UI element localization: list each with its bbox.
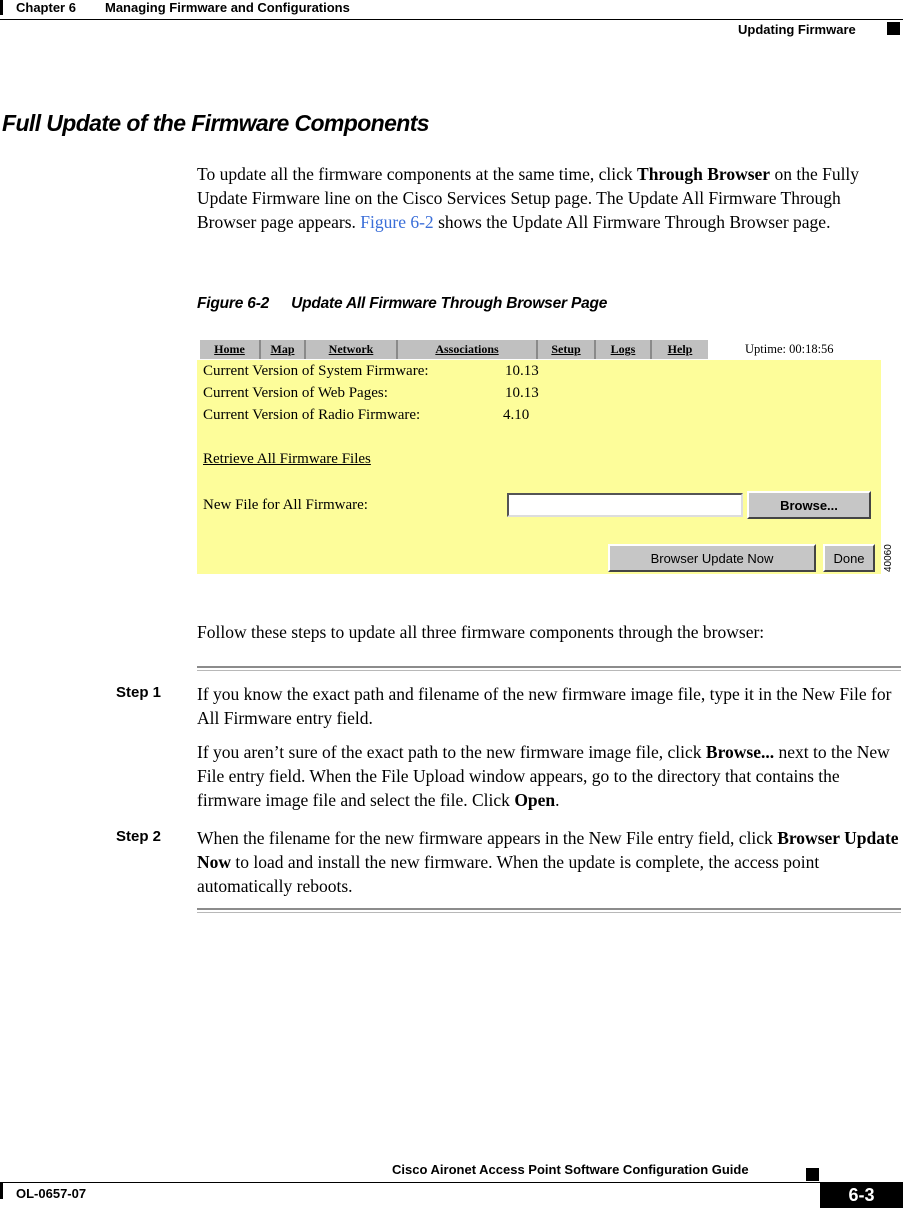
header-chapter-title: Managing Firmware and Configurations (105, 0, 350, 15)
intro-bold-through-browser: Through Browser (637, 164, 771, 184)
browse-button[interactable]: Browse... (747, 491, 871, 519)
new-file-label: New File for All Firmware: (203, 497, 368, 513)
radio-firmware-label: Current Version of Radio Firmware: (203, 407, 421, 423)
step-1-label: Step 1 (116, 684, 162, 701)
intro-text-1: To update all the firmware components at the same time, click (197, 164, 638, 184)
figure-number: Figure 6-2 (197, 295, 270, 312)
steps-bottom-rule (197, 908, 901, 913)
step-2-text-a: When the filename for the new firmware appears in the New File entry field, click (197, 828, 778, 848)
footer-rule (0, 1182, 903, 1183)
intro-paragraph (197, 162, 901, 234)
intro-text-2: on the Fully Update Firmware line on the Cisco Services Setup page. The Update All Firmware Through Browser page appears. (197, 164, 860, 232)
header-section: Updating Firmware (738, 22, 856, 37)
nav-setup[interactable]: Setup (538, 340, 596, 359)
step-1-bold-browse: Browse... (705, 742, 775, 762)
nav-help[interactable]: Help (667, 342, 693, 356)
web-pages-value: 10.13 (505, 385, 539, 401)
nav-associations[interactable]: Associations (398, 340, 538, 359)
radio-firmware-value: 4.10 (503, 407, 530, 423)
uptime-readout: Uptime: 00:18:56 (745, 342, 834, 356)
nav-network[interactable]: Network (306, 340, 398, 359)
step-1-detail-text-c: next to the New File entry field. When the File Upload window appears, go to the directory that contains the firmware image file and select the file. Click (197, 742, 890, 810)
figure-caption-text: Update All Firmware Through Browser Page (291, 295, 608, 312)
step-1-detail-text-a: If you aren’t sure of the exact path to the new firmware image file, click (197, 742, 706, 762)
system-firmware-value: 10.13 (505, 363, 539, 379)
header-chapter-label: Chapter 6 (16, 0, 76, 15)
section-title: Full Update of the Firmware Components (2, 110, 430, 136)
figure-caption (197, 295, 607, 313)
new-file-input[interactable] (507, 493, 743, 517)
header-rule (0, 19, 903, 20)
page-number: 6-3 (820, 1182, 903, 1208)
footer-doc-number: OL-0657-07 (16, 1186, 87, 1201)
browser-update-now-button[interactable]: Browser Update Now (608, 544, 816, 572)
figure-id-number: 40060 (883, 544, 894, 572)
intro-text-3: shows the Update All Firmware Through Browser page. (433, 212, 831, 232)
system-firmware-label: Current Version of System Firmware: (203, 363, 429, 379)
step-2-text (197, 826, 901, 898)
footer-guide-title: Cisco Aironet Access Point Software Configuration Guide (392, 1162, 749, 1177)
step-1-detail-text-e: . (555, 790, 560, 810)
header-right-marker (887, 22, 900, 35)
step-2-text-c: to load and install the new firmware. When the update is complete, the access point automatically reboots. (197, 852, 820, 896)
web-pages-label: Current Version of Web Pages: (203, 385, 388, 401)
steps-top-rule (197, 666, 901, 671)
step-1-text: If you know the exact path and filename of the new firmware image file, type it in the New File for All Firmware entry field. (197, 684, 892, 728)
figure-screenshot (197, 332, 903, 578)
done-button[interactable]: Done (823, 544, 875, 572)
figure-6-2-link[interactable]: Figure 6-2 (360, 212, 434, 232)
header-left-marker (0, 0, 3, 15)
nav-home[interactable]: Home (200, 340, 261, 359)
nav-map[interactable]: Map (261, 340, 306, 359)
footer-right-marker (806, 1168, 819, 1181)
footer-left-marker (0, 1182, 3, 1199)
step-2-label: Step 2 (116, 828, 162, 845)
step-1-bold-open: Open (514, 790, 556, 810)
nav-bar (200, 340, 708, 359)
retrieve-all-firmware-link[interactable]: Retrieve All Firmware Files (203, 451, 371, 467)
step-2-bold-browser-update-now: Browser Update Now (197, 828, 899, 872)
steps-intro: Follow these steps to update all three firmware components through the browser: (197, 622, 765, 642)
nav-logs[interactable]: Logs (596, 340, 652, 359)
step-1-detail (197, 740, 901, 812)
